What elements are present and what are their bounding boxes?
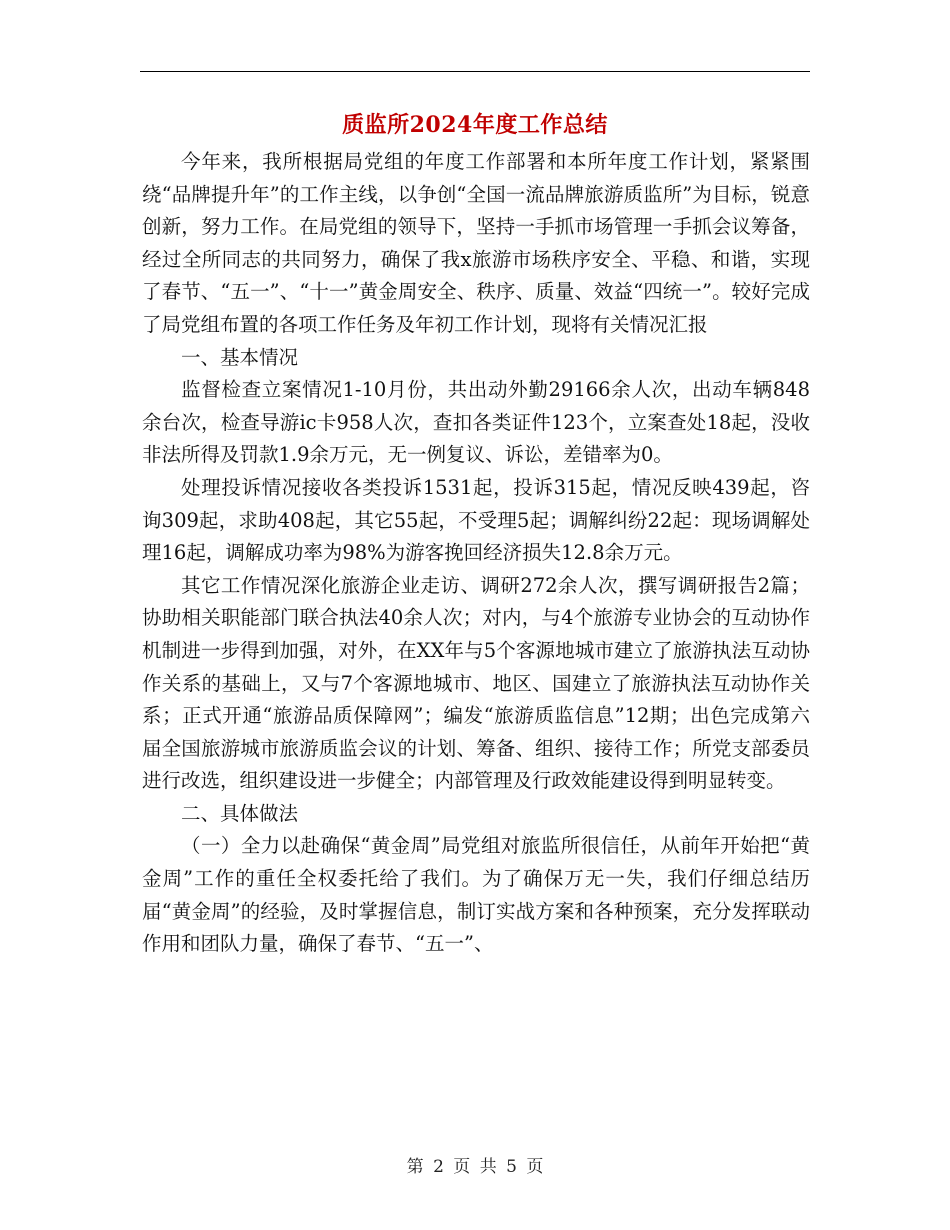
document-title: 质监所2024年度工作总结	[342, 112, 608, 138]
golden-week-paragraph: （一）全力以赴确保“黄金周”局党组对旅监所很信任，从前年开始把“黄金周”工作的重任全权委托给了我们。为了确保万无一失，我们仔细总结历届“黄金周”的经验，及时掌握信息，制订实战方案和各种预案，充分发挥联动作用和团队力量，确保了春节、“五一”、	[142, 834, 810, 956]
inspection-paragraph: 监督检查立案情况1-10月份，共出动外勤29166余人次，出动车辆848余台次，检查导游ic卡958人次，查扣各类证件123个，立案查处18起，没收非法所得及罚款1.9余万元，无一例复议、诉讼，差错率为0。	[142, 378, 810, 467]
section-heading-basic-situation: 一、基本情况	[181, 345, 299, 369]
intro-paragraph: 今年来，我所根据局党组的年度工作部署和本所年度工作计划，紧紧围绕“品牌提升年”的工作主线，以争创“全国一流品牌旅游质监所”为目标，锐意创新，努力工作。在局党组的领导下，坚持一手抓市场管理一手抓会议筹备，经过全所同志的共同努力，确保了我x旅游市场秩序安全、平稳、和谐，实现了春节、“五一”、“十一”黄金周安全、秩序、质量、效益“四统一”。较好完成了局党组布置的各项工作任务及年初工作计划，现将有关情况汇报	[142, 150, 810, 336]
section-heading-specific-methods: 二、具体做法	[181, 801, 299, 825]
document-body	[142, 146, 810, 961]
other-work-paragraph: 其它工作情况深化旅游企业走访、调研272余人次，撰写调研报告2篇；协助相关职能部门联合执法40余人次；对内，与4个旅游专业协会的互动协作机制进一步得到加强，对外，在XX年与5个客源地城市建立了旅游执法互动协作关系的基础上，又与7个客源地城市、地区、国建立了旅游执法互动协作关系；正式开通“旅游品质保障网”；编发“旅游质监信息”12期；出色完成第六届全国旅游城市旅游质监会议的计划、筹备、组织、接待工作；所党支部委员进行改选，组织建设进一步健全；内部管理及行政效能建设得到明显转变。	[142, 573, 810, 793]
header-rule	[140, 71, 810, 72]
complaints-paragraph: 处理投诉情况接收各类投诉1531起，投诉315起，情况反映439起，咨询309起，求助408起，其它55起，不受理5起；调解纠纷22起：现场调解处理16起，调解成功率为98%为游客挽回经济损失12.8余万元。	[142, 475, 810, 565]
page-footer: 第 2 页 共 5 页	[406, 1157, 544, 1177]
